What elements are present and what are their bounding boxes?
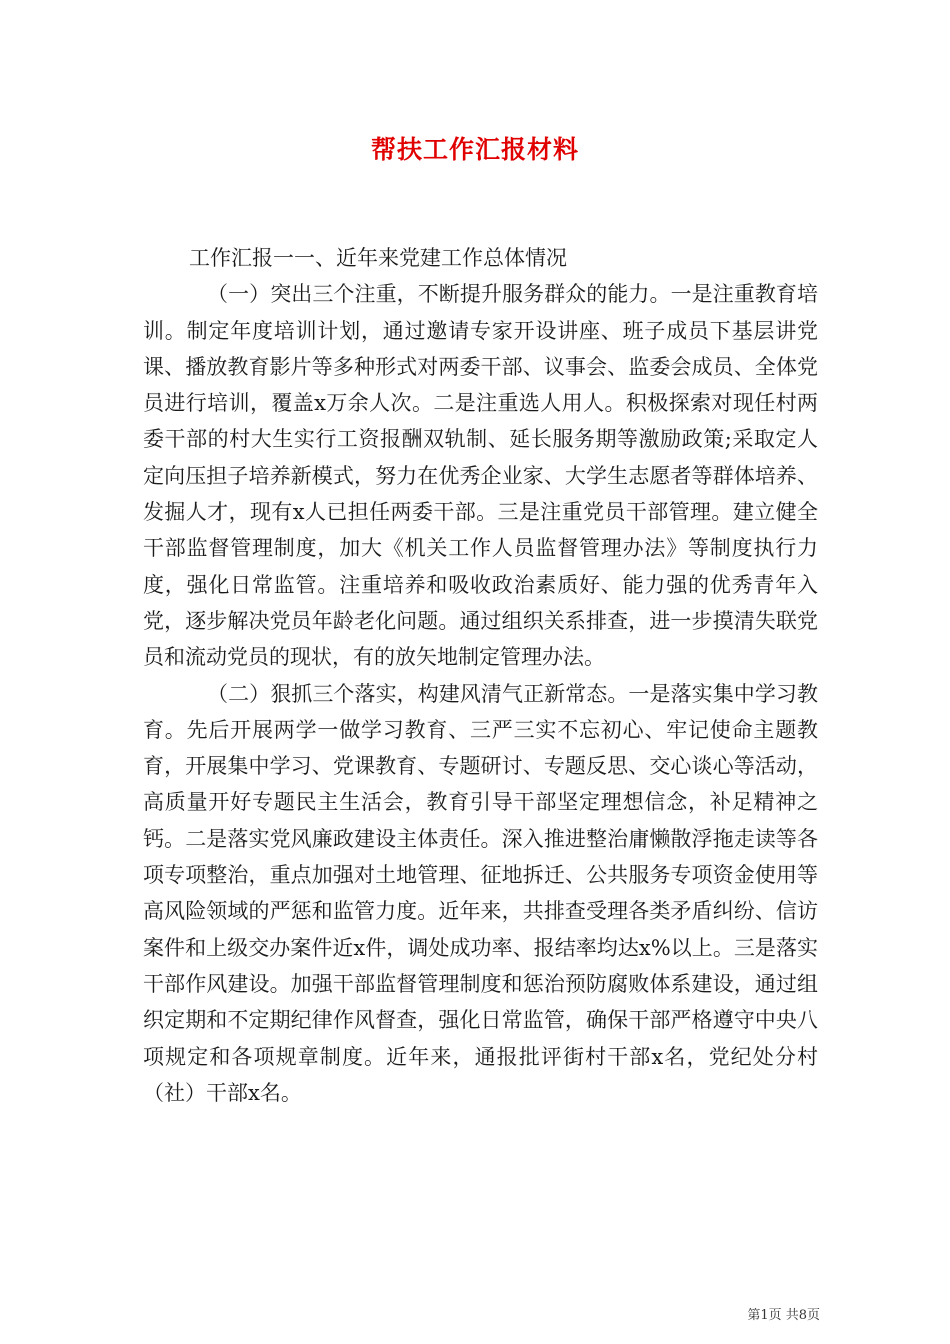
page-number: 第1页 共8页 xyxy=(747,1308,820,1323)
document-title: 帮扶工作汇报材料 xyxy=(370,135,579,164)
paragraph-2: （二）狠抓三个落实，构建风清气正新常态。一是落实集中学习教育。先后开展两学一做学习教育、三严三实不忘初心、牢记使命主题教育，开展集中学习、党课教育、专题研讨、专题反思、交心谈心等活动，高质量开好专题民主生活会，教育引导干部坚定理想信念，补足精神之钙。二是落实党风廉政建设主体责任。深入推进整治庸懒散浮拖走读等各项专项整治，重点加强对土地管理、征地拆迁、公共服务专项资金使用等高风险领域的严惩和监管力度。近年来，共排查受理各类矛盾纠纷、信访案件和上级交办案件近x件，调处成功率、报结率均达x%以上。三是落实干部作风建设。加强干部监督管理制度和惩治预防腐败体系建设，通过组织定期和不定期纪律作风督查，强化日常监管，确保干部严格遵守中央八项规定和各项规章制度。近年来，通报批评街村干部x名，党纪处分村（社）干部x名。 xyxy=(143,681,818,1105)
intro-line: 工作汇报一一、近年来党建工作总体情况 xyxy=(189,246,567,270)
paragraph-1: （一）突出三个注重，不断提升服务群众的能力。一是注重教育培训。制定年度培训计划，通过邀请专家开设讲座、班子成员下基层讲党课、播放教育影片等多种形式对两委干部、议事会、监委会成员、全体党员进行培训，覆盖x万余人次。二是注重选人用人。积极探索对现任村两委干部的村大生实行工资报酬双轨制、延长服务期等激励政策;采取定人定向压担子培养新模式，努力在优秀企业家、大学生志愿者等群体培养、发掘人才，现有x人已担任两委干部。三是注重党员干部管理。建立健全干部监督管理制度，加大《机关工作人员监督管理办法》等制度执行力度，强化日常监管。注重培养和吸收政治素质好、能力强的优秀青年入党，逐步解决党员年龄老化问题。通过组织关系排查，进一步摸清失联党员和流动党员的现状，有的放矢地制定管理办法。 xyxy=(143,282,818,670)
document-body xyxy=(143,240,818,1111)
